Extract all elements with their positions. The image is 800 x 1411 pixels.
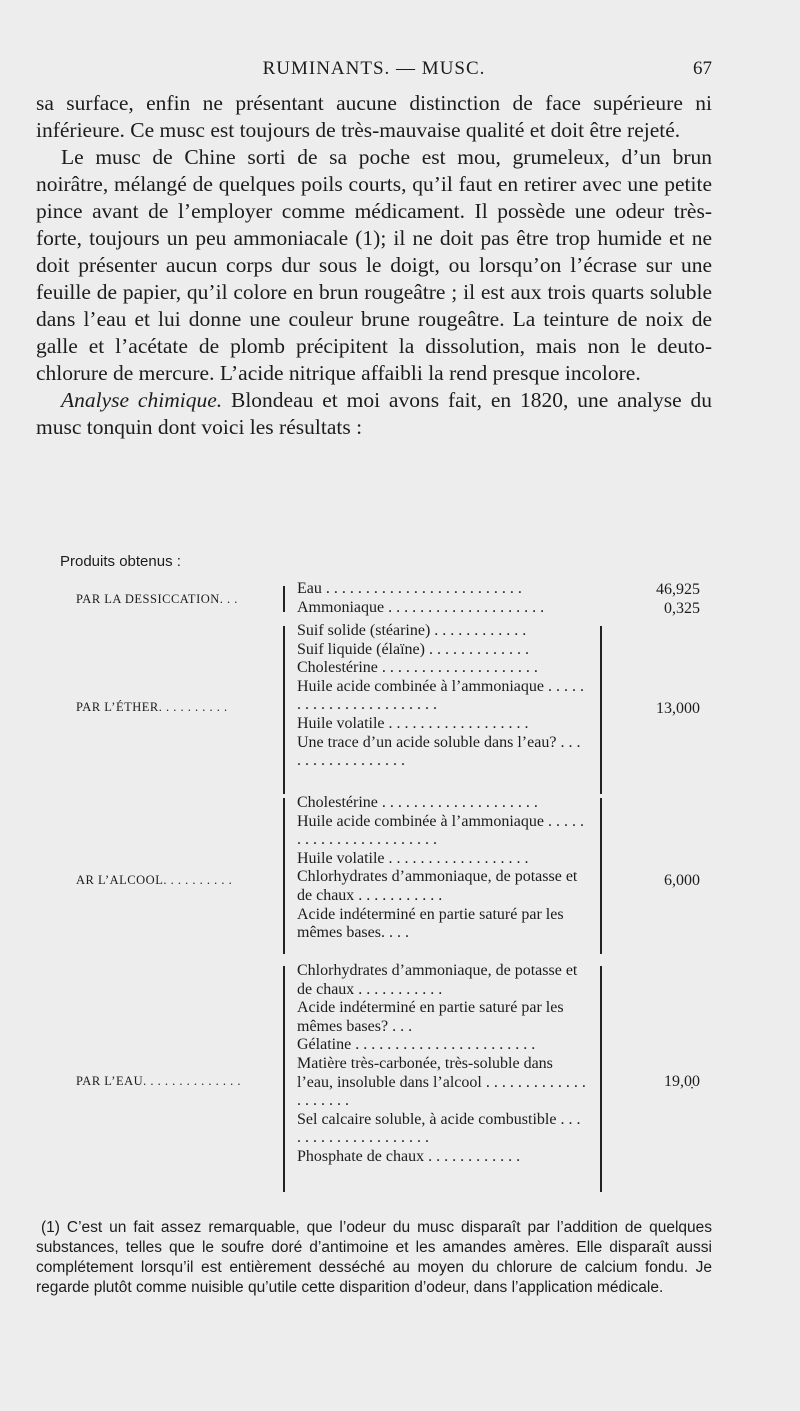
value-eau: 46,925 — [656, 581, 700, 598]
value-eau-total: 19,0̣0 — [664, 1073, 700, 1090]
table-intro: Produits obtenus : — [60, 553, 181, 570]
brace-left — [283, 798, 295, 954]
value-ammoniaque: 0,325 — [664, 600, 700, 617]
list-item: Suif solide (stéarine) . . . . . . . . . . . . — [297, 622, 527, 639]
list-item: Huile volatile . . . . . . . . . . . . . . . . . . — [297, 714, 529, 732]
list-item: Matière très-carbonée, très-soluble dans l’eau, insoluble dans l’alcool . . . . . . . . . . . . . . . . . . . . — [297, 1054, 586, 1110]
list-item: Phosphate de chaux . . . . . . . . . . . . — [297, 1147, 521, 1165]
list-item: Acide indéterminé en partie saturé par les mêmes bases. . . . — [297, 905, 564, 942]
brace-left — [283, 586, 295, 612]
brace-right — [590, 966, 602, 1192]
list-item: Gélatine . . . . . . . . . . . . . . . . . . . . . . . — [297, 1036, 536, 1054]
footnote-text: (1) C’est un fait assez remarquable, que l’odeur du musc disparaît par l’addition de quelques substances, telles que le soufre doré d’antimoine et les amandes amères. Elle disparaît aussi complétement lorsqu’il est entièrement desséché au moyen du chlorure de calcium fondu. Je regarde plutôt comme nuisible qu’utile cette disparition d’odeur, dans l’application médicale. — [36, 1219, 712, 1296]
running-header — [36, 58, 712, 86]
footnote — [36, 1218, 712, 1298]
running-title: RUMINANTS. — MUSC. — [262, 58, 486, 79]
paragraph-analyse — [36, 387, 712, 441]
group-items — [297, 962, 587, 1167]
list-item: Eau . . . . . . . . . . . . . . . . . . . . . . . . . — [297, 580, 522, 597]
list-item: Une trace d’un acide soluble dans l’eau? . . . . . . . . . . . . . . . . . — [297, 733, 581, 770]
group-items — [297, 622, 587, 771]
list-item: Huile acide combinée à l’ammoniaque . . . . . . . . . . . . . . . . . . . . . . . — [297, 677, 585, 714]
group-items — [297, 580, 587, 617]
list-item: Chlorhydrates d’ammoniaque, de potasse et de chaux . . . . . . . . . . . — [297, 868, 578, 904]
list-item: Huile acide combinée à l’ammoniaque . . . . . . . . . . . . . . . . . . . . . . . — [297, 812, 585, 849]
list-item: Acide indéterminé en partie saturé par les mêmes bases? . . . — [297, 999, 564, 1035]
paragraph-musc-de-chine: Le musc de Chine sorti de sa poche est mou, grumeleux, d’un brun noirâtre, mélangé de quelques poils courts, qu’il faut en retirer avec une petite pince avant de l’employer comme médicament. Il possède une odeur très-forte, toujours un peu ammoniacale (1); il ne doit pas être trop humide et ne doit présenter aucun corps dur sous le doigt, ou lorsqu’on l’écrase sur une feuille de papier, qu’il colore en brun rougeâtre ; il est aux trois quarts soluble dans l’eau et lui donne une couleur brune rougeâtre. La teinture de noix de galle et l’acétate de plomb précipitent la dissolution, mais non le deuto-chlorure de mercure. L’acide nitrique affaibli la rend presque incolore. — [36, 145, 712, 385]
group-label: PAR L’ÉTHER. . . . . . . . . . — [76, 700, 228, 714]
brace-left — [283, 966, 295, 1192]
value-alcool: 6,000 — [664, 872, 700, 889]
list-item: Cholestérine . . . . . . . . . . . . . . . . . . . . — [297, 659, 538, 677]
group-label: PAR L’EAU. . . . . . . . . . . . . . — [76, 1074, 242, 1088]
main-text — [36, 90, 712, 441]
value-ether: 13,000 — [656, 700, 700, 717]
list-item: Cholestérine . . . . . . . . . . . . . . . . . . . . — [297, 794, 538, 811]
list-item: Ammoniaque . . . . . . . . . . . . . . . . . . . . — [297, 598, 545, 616]
brace-right — [590, 626, 602, 794]
analyse-text: Blondeau et moi avons fait, en 1820, une analyse du musc tonquin dont voici les résultats : — [36, 388, 712, 439]
list-item: Suif liquide (élaïne) . . . . . . . . . . . . . — [297, 640, 529, 658]
analyse-heading: Analyse chimique. — [61, 388, 223, 412]
group-label: PAR LA DESSICCATION. . . — [76, 592, 238, 606]
list-item: Chlorhydrates d’ammoniaque, de potasse et de chaux . . . . . . . . . . . — [297, 962, 578, 998]
list-item: Sel calcaire soluble, à acide combustible . . . . . . . . . . . . . . . . . . . . — [297, 1110, 581, 1147]
brace-right — [590, 798, 602, 954]
brace-left — [283, 626, 295, 794]
group-items — [297, 794, 587, 943]
list-item: Huile volatile . . . . . . . . . . . . . . . . . . — [297, 849, 529, 867]
page-number: 67 — [693, 58, 712, 79]
group-label: AR L’ALCOOL. . . . . . . . . . — [76, 873, 233, 887]
paragraph-continued: sa surface, enfin ne présentant aucune distinction de face supérieure ni inférieure. Ce musc est toujours de très-mauvaise qualité et doit être rejeté. — [36, 91, 712, 142]
